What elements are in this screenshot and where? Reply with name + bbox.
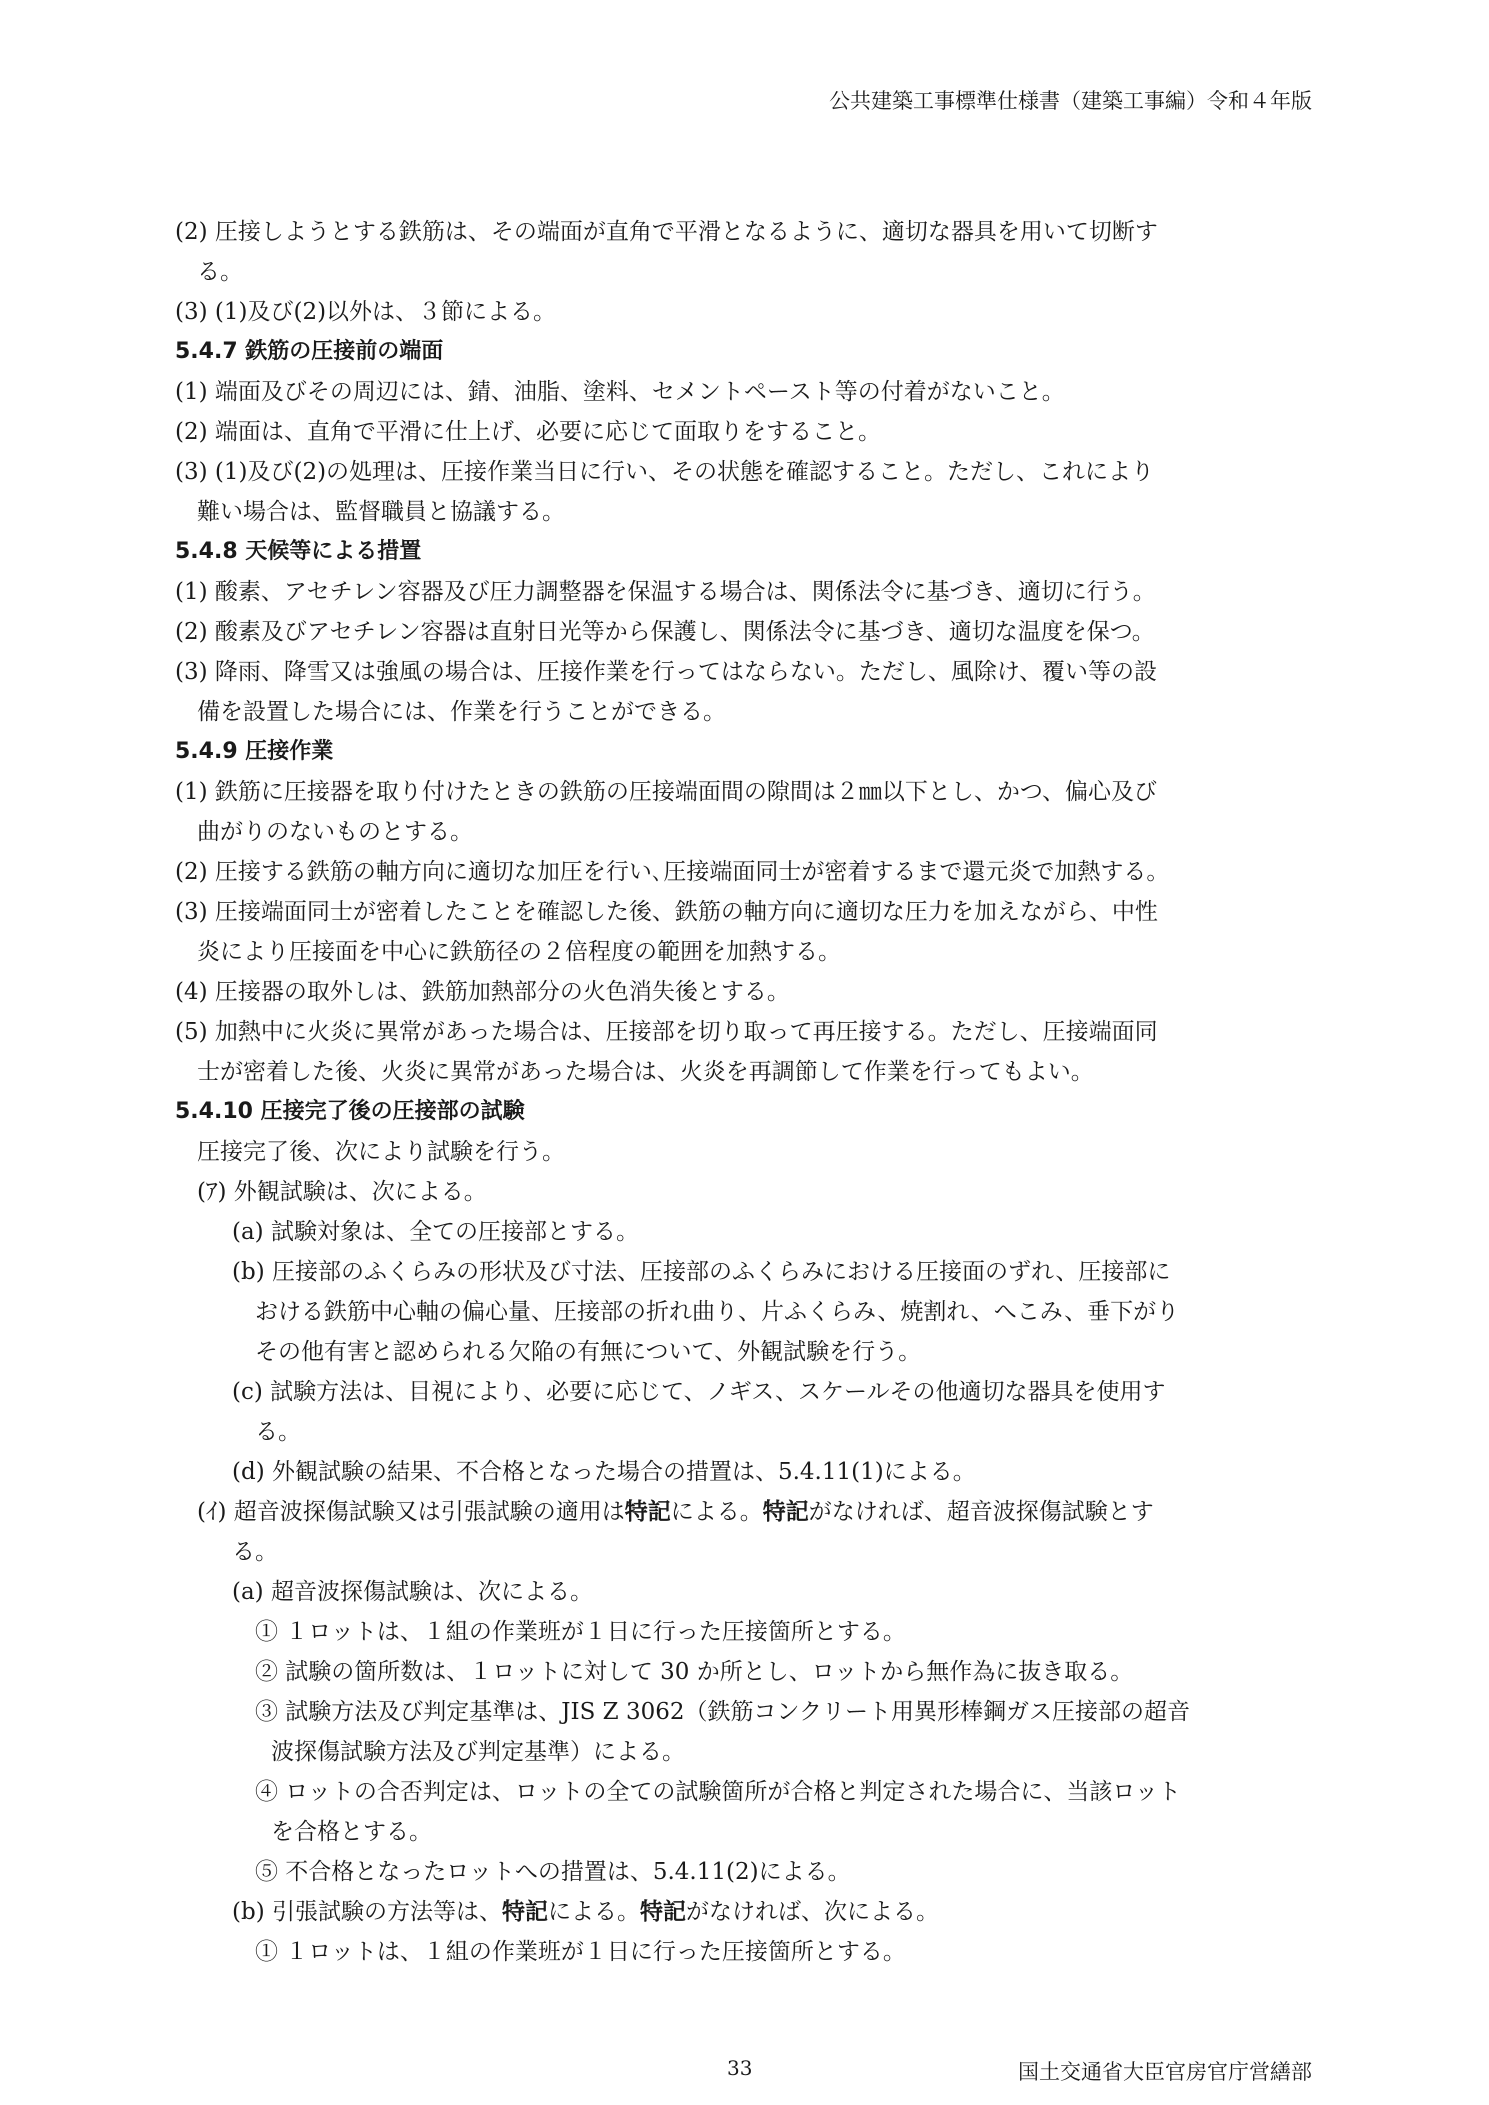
paragraph-line: (b) 圧接部のふくらみの形状及び寸法、圧接部のふくらみにおける圧接面のずれ、圧接部に [232,1259,1171,1285]
paragraph-line: (3) 降雨、降雪又は強風の場合は、圧接作業を行ってはならない。ただし、風除け、覆い等の設 [175,659,1157,685]
paragraph-line: る。 [255,1419,301,1445]
paragraph-line: 士が密着した後、火炎に異常があった場合は、火炎を再調節して作業を行ってもよい。 [197,1059,1094,1085]
paragraph-line: る。 [197,259,243,285]
paragraph-line: (a) 試験対象は、全ての圧接部とする。 [232,1219,639,1245]
paragraph-line: (2) 端面は、直角で平滑に仕上げ、必要に応じて面取りをすること。 [175,419,881,445]
paragraph-line: (3) (1)及び(2)の処理は、圧接作業当日に行い、その状態を確認すること。ただし、これにより [175,459,1155,485]
paragraph-line: (c) 試験方法は、目視により、必要に応じて、ノギス、スケールその他適切な器具を使用す [232,1379,1166,1405]
paragraph-line: (a) 超音波探傷試験は、次による。 [232,1579,593,1605]
paragraph-line: 圧接完了後、次により試験を行う。 [197,1139,565,1165]
paragraph-line: 備を設置した場合には、作業を行うことができる。 [197,699,726,725]
paragraph-line: (4) 圧接器の取外しは、鉄筋加熱部分の火色消失後とする。 [175,979,790,1005]
paragraph-line: 難い場合は、監督職員と協議する。 [197,499,565,525]
tokki-emphasis: 特記 [639,1899,686,1925]
page-number: 33 [727,2056,753,2080]
paragraph-line: (2) 酸素及びアセチレン容器は直射日光等から保護し、関係法令に基づき、適切な温度を保つ。 [175,619,1155,645]
document-body [175,212,1313,1972]
running-header: 公共建築工事標準仕様書（建築工事編）令和４年版 [829,89,1312,113]
paragraph-line: ⑤ 不合格となったロットへの措置は、5.4.11(2)による。 [255,1859,851,1885]
paragraph-line: (2) 圧接しようとする鉄筋は、その端面が直角で平滑となるように、適切な器具を用いて切断す [175,219,1158,245]
paragraph-line: ② 試験の箇所数は、１ロットに対して 30 か所とし、ロットから無作為に抜き取る。 [255,1659,1134,1685]
section-heading-5-4-8: 5.4.8 天候等による措置 [175,539,422,564]
text-run: による。 [547,1899,640,1925]
paragraph-line: ③ 試験方法及び判定基準は、JIS Z 3062（鉄筋コンクリート用異形棒鋼ガス圧接部の超音 [255,1699,1191,1725]
paragraph-line: ① １ロットは、１組の作業班が１日に行った圧接箇所とする。 [255,1939,906,1965]
paragraph-line: (3) 圧接端面同士が密着したことを確認した後、鉄筋の軸方向に適切な圧力を加えながら、中性 [175,899,1158,925]
paragraph-line: 炎により圧接面を中心に鉄筋径の２倍程度の範囲を加熱する。 [197,939,841,965]
paragraph-line [175,1892,1313,1932]
paragraph-line: (d) 外観試験の結果、不合格となった場合の措置は、5.4.11(1)による。 [232,1459,976,1485]
text-run: がなければ、次による。 [685,1899,939,1925]
paragraph-line: ④ ロットの合否判定は、ロットの全ての試験箇所が合格と判定された場合に、当該ロット [255,1779,1181,1805]
paragraph-line: おける鉄筋中心軸の偏心量、圧接部の折れ曲り、片ふくらみ、焼割れ、へこみ、垂下がり [255,1299,1180,1325]
section-heading-5-4-10: 5.4.10 圧接完了後の圧接部の試験 [175,1099,525,1124]
paragraph-line: る。 [232,1539,278,1565]
paragraph-line: 曲がりのないものとする。 [197,819,473,845]
paragraph-line: 波探傷試験方法及び判定基準）による。 [271,1739,685,1765]
paragraph-line: (ｱ) 外観試験は、次による。 [197,1179,487,1205]
paragraph-line: を合格とする。 [271,1819,432,1845]
paragraph-line: ① １ロットは、１組の作業班が１日に行った圧接箇所とする。 [255,1619,906,1645]
section-heading-5-4-9: 5.4.9 圧接作業 [175,739,334,764]
text-run: がなければ、超音波探傷試験とす [808,1499,1154,1525]
section-heading-5-4-7: 5.4.7 鉄筋の圧接前の端面 [175,339,444,364]
paragraph-line: (1) 端面及びその周辺には、錆、油脂、塗料、セメントペースト等の付着がないこと。 [175,379,1065,405]
paragraph-line: (1) 鉄筋に圧接器を取り付けたときの鉄筋の圧接端面間の隙間は２㎜以下とし、かつ、偏心及び [175,779,1157,805]
text-run: (ｲ) 超音波探傷試験又は引張試験の適用は [197,1499,625,1525]
paragraph-line: (3) (1)及び(2)以外は、３節による。 [175,299,557,325]
tokki-emphasis: 特記 [501,1899,548,1925]
text-run: (b) 引張試験の方法等は、 [232,1899,502,1925]
paragraph-line: その他有害と認められる欠陥の有無について、外観試験を行う。 [255,1339,922,1365]
paragraph-line: (2) 圧接する鉄筋の軸方向に適切な加圧を行い､圧接端面同士が密着するまで還元炎で加熱する。 [175,859,1170,885]
footer-organization: 国土交通省大臣官房官庁営繕部 [1018,2060,1312,2084]
paragraph-line: (1) 酸素、アセチレン容器及び圧力調整器を保温する場合は、関係法令に基づき、適切に行う。 [175,579,1156,605]
paragraph-line [175,1492,1313,1532]
tokki-emphasis: 特記 [624,1499,671,1525]
paragraph-line: (5) 加熱中に火炎に異常があった場合は、圧接部を切り取って再圧接する。ただし、圧接端面同 [175,1019,1158,1045]
tokki-emphasis: 特記 [762,1499,809,1525]
text-run: による。 [670,1499,763,1525]
